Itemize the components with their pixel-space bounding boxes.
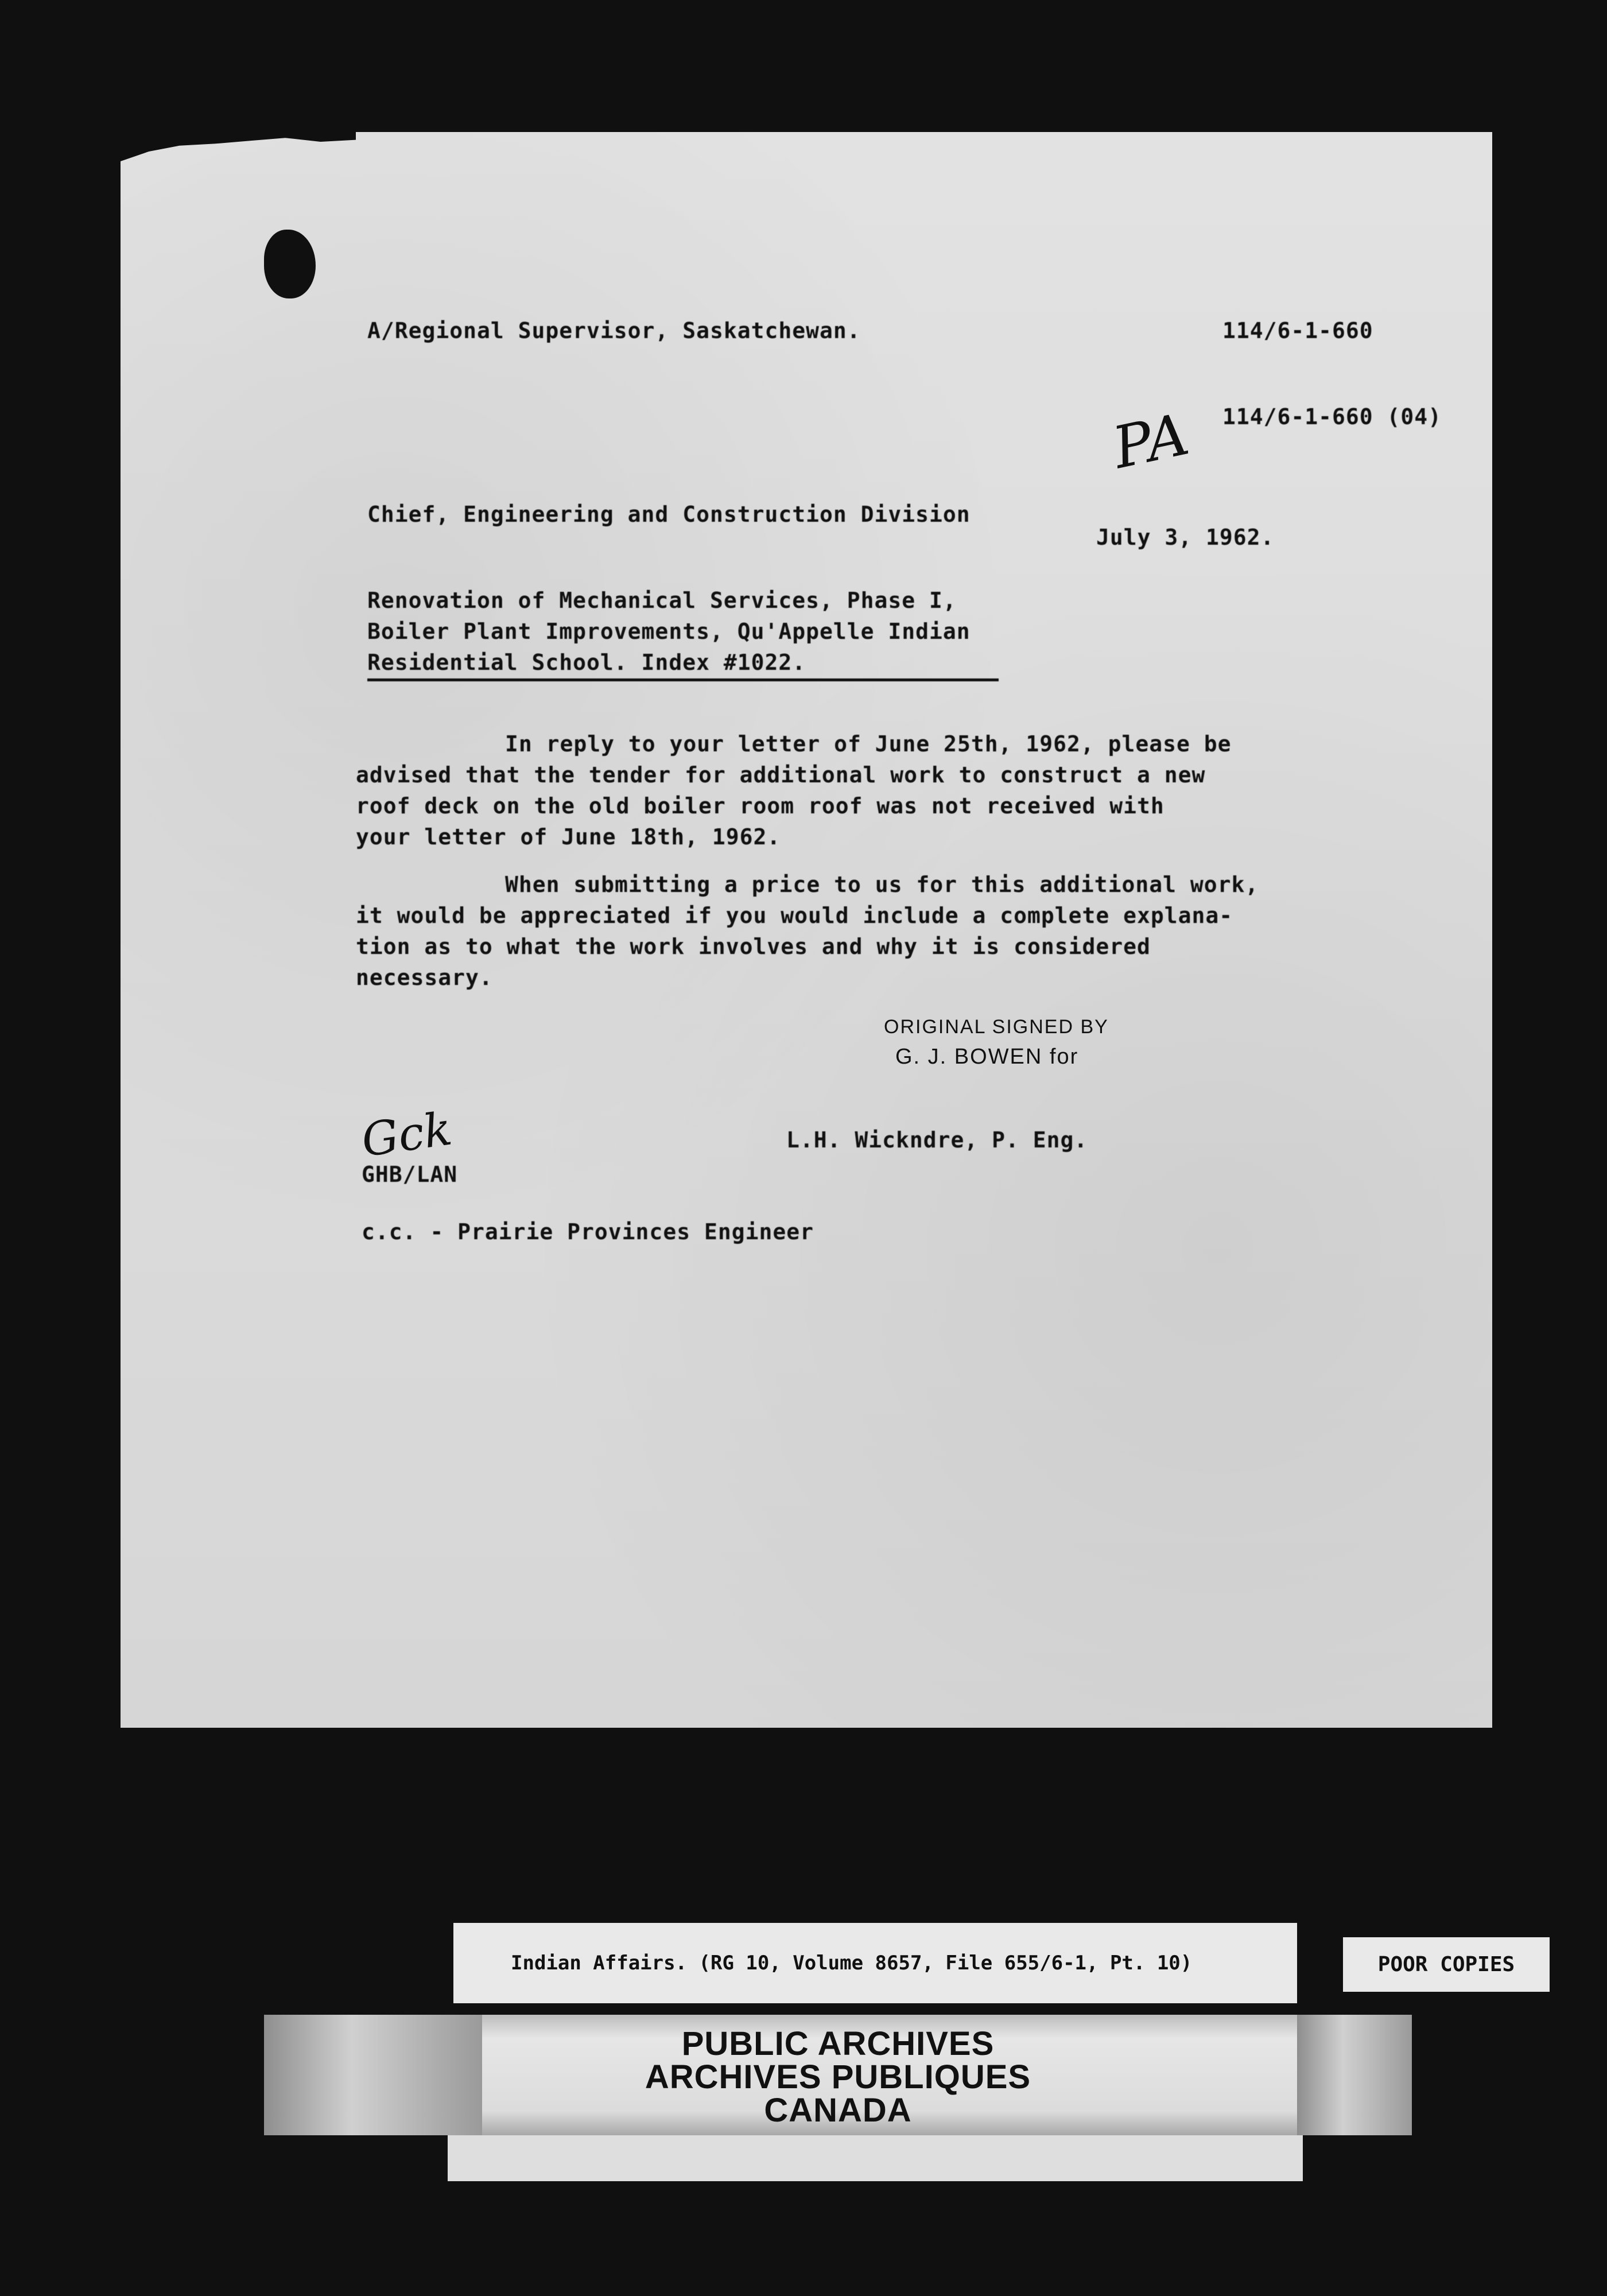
- paragraph-line: roof deck on the old boiler room roof was not received with: [356, 793, 1165, 819]
- handwritten-initials-bottom: Gck: [358, 1102, 455, 1168]
- label-lower-bar: [448, 2135, 1303, 2181]
- signature-stamp-line-1: ORIGINAL SIGNED BY: [884, 1016, 1109, 1038]
- handwritten-initials-top: PA: [1107, 400, 1195, 482]
- subject-line: Renovation of Mechanical Services, Phase I,: [367, 588, 957, 613]
- archives-stamp-line-1: PUBLIC ARCHIVES: [681, 2025, 995, 2062]
- archive-reference-label: [453, 1923, 1297, 2003]
- paragraph-line: tion as to what the work involves and why it is considered: [356, 934, 1151, 959]
- signatory-name: L.H. Wickndre, P. Eng.: [786, 1127, 1088, 1153]
- paragraph-line: your letter of June 18th, 1962.: [356, 824, 781, 850]
- paragraph-line: When submitting a price to us for this additional work,: [505, 872, 1259, 897]
- torn-corner: [121, 132, 356, 230]
- paragraph-line: it would be appreciated if you would include a complete explana-: [356, 903, 1233, 928]
- paragraph-line: In reply to your letter of June 25th, 1962, please be: [505, 731, 1232, 757]
- paragraph-line: necessary.: [356, 965, 493, 990]
- memo-page: [121, 132, 1492, 1728]
- memo-recipient: A/Regional Supervisor, Saskatchewan.: [367, 318, 861, 343]
- subject-line: Residential School. Index #1022.: [367, 647, 999, 681]
- punch-hole: [264, 230, 316, 298]
- file-reference-2: 114/6-1-660 (04): [1222, 404, 1442, 429]
- archives-stamp-strip: [264, 2015, 1412, 2135]
- subject-line: Boiler Plant Improvements, Qu'Appelle Indian: [367, 619, 971, 644]
- memo-sender: Chief, Engineering and Construction Division: [367, 502, 971, 527]
- paragraph-line: advised that the tender for additional work to construct a new: [356, 762, 1206, 788]
- carbon-copy: c.c. - Prairie Provinces Engineer: [362, 1219, 814, 1244]
- archive-reference-text: Indian Affairs. (RG 10, Volume 8657, File 655/6-1, Pt. 10): [511, 1952, 1193, 1975]
- archives-stamp-line-3: CANADA: [764, 2092, 912, 2129]
- memo-date: July 3, 1962.: [1096, 525, 1275, 550]
- poor-copies-label: POOR COPIES: [1343, 1937, 1550, 1992]
- archives-stamp-line-2: ARCHIVES PUBLIQUES: [645, 2058, 1031, 2096]
- typist-reference: GHB/LAN: [362, 1162, 458, 1187]
- signature-stamp-line-2: G. J. BOWEN for: [895, 1045, 1079, 1069]
- file-reference-1: 114/6-1-660: [1222, 318, 1373, 343]
